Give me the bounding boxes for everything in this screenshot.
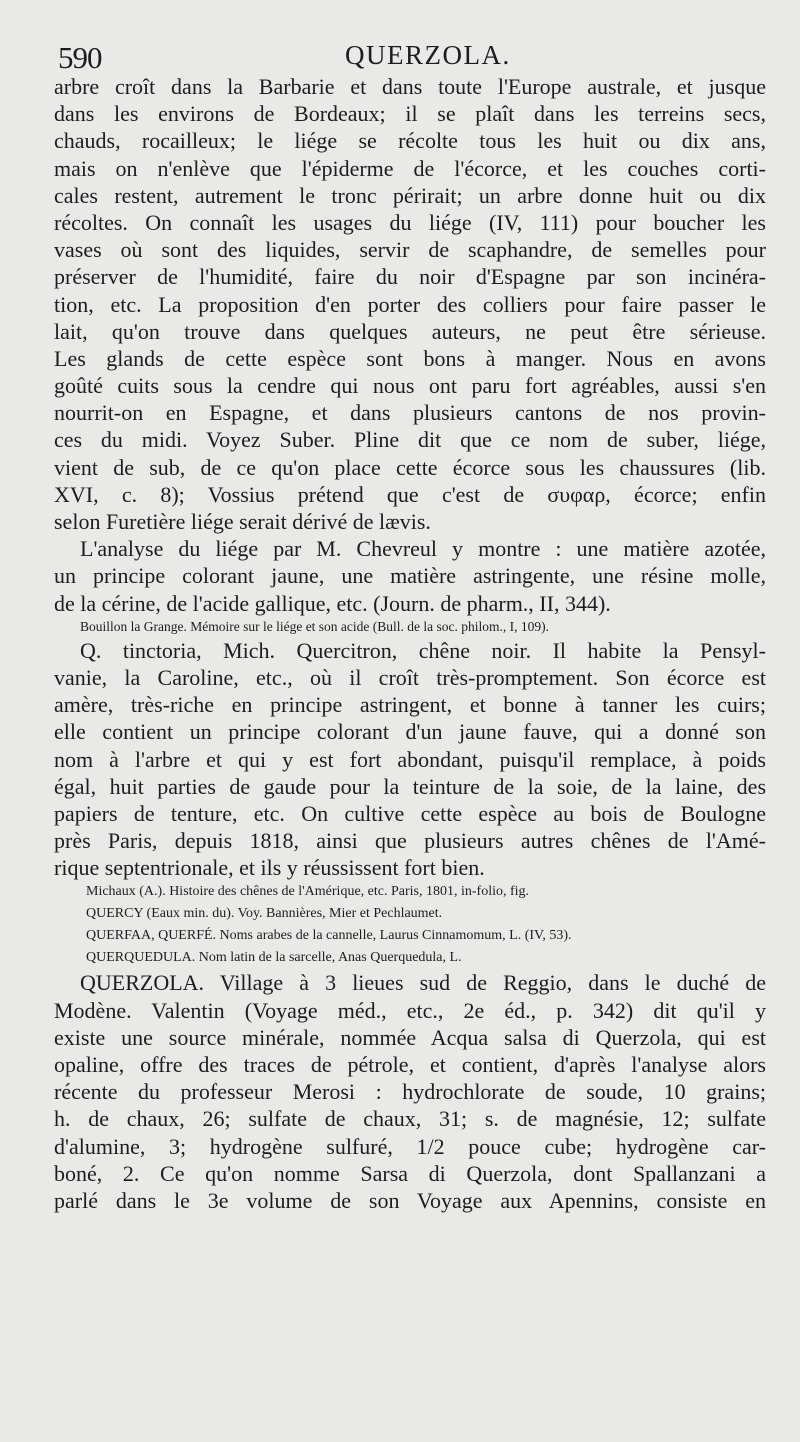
- running-title: QUERZOLA.: [345, 40, 511, 70]
- entry-michaux: Michaux (A.). Histoire des chênes de l'Amérique, etc. Paris, 1801, in-folio, fig.: [86, 884, 530, 900]
- text-line: h. de chaux, 26; sulfate de chaux, 31; s. de magnésie, 12; sulfate: [54, 1106, 766, 1132]
- text-line: vient de sub, de ce qu'on place cette écorce sous les chaussures (lib.: [54, 454, 766, 480]
- text-line: tion, etc. La proposition d'en porter des colliers pour faire passer le: [54, 291, 766, 317]
- text-line: dans les environs de Bordeaux; il se plaît dans les terreins secs,: [54, 101, 766, 127]
- page-body: [54, 73, 766, 1214]
- text-line: arbre croît dans la Barbarie et dans toute l'Europe australe, et jusque: [54, 74, 766, 99]
- text-line: chauds, rocailleux; le liége se récolte tous les huit ou dix ans,: [54, 128, 766, 154]
- text-line: Les glands de cette espèce sont bons à manger. Nous en avons: [54, 345, 766, 371]
- text-line: d'alumine, 3; hydrogène sulfuré, 1/2 pouce cube; hydrogène car-: [54, 1133, 766, 1159]
- entry-querquedula: QUERQUEDULA. Nom latin de la sarcelle, Anas Querquedula, L.: [86, 950, 462, 966]
- reference-bouillon: [54, 617, 766, 637]
- text-line: près Paris, depuis 1818, ainsi que plusieurs autres chênes de l'Amé-: [54, 828, 766, 854]
- text-line: papiers de tenture, etc. On cultive cette espèce au bois de Boulogne: [54, 800, 766, 826]
- text-line: un principe colorant jaune, une matière astringente, une résine molle,: [54, 563, 766, 589]
- text-line: amère, très-riche en principe astringent, et bonne à tanner les cuirs;: [54, 692, 766, 718]
- text-line: parlé dans le 3e volume de son Voyage aux Apennins, consiste en: [54, 1187, 766, 1213]
- text-line: nom à l'arbre et qui y est fort abondant, puisqu'il remplace, à poids: [54, 746, 766, 772]
- paragraph-chevreul-analysis: [54, 535, 766, 617]
- text-line: rique septentrionale, et ils y réussissent fort bien.: [54, 855, 485, 881]
- text-line: goûté cuits sous la cendre qui nous ont paru fort agréables, aussi s'en: [54, 373, 766, 399]
- text-line: récoltes. On connaît les usages du liége (IV, 111) pour boucher les: [54, 209, 766, 235]
- text-line: Modène. Valentin (Voyage méd., etc., 2e éd., p. 342) dit qu'il y: [54, 997, 766, 1023]
- reference-line: Bouillon la Grange. Mémoire sur le liége et son acide (Bull. de la soc. philom., I, 109).: [80, 618, 550, 634]
- text-line: boné, 2. Ce qu'on nomme Sarsa di Querzola, dont Spallanzani a: [54, 1160, 766, 1186]
- entry-quercy: QUERCY (Eaux min. du). Voy. Bannières, Mier et Pechlaumet.: [86, 906, 443, 922]
- text-line: préserver de l'humidité, faire du noir d'Espagne par son incinéra-: [54, 264, 766, 290]
- short-entries: [54, 881, 766, 969]
- text-line: mais on n'enlève que l'épiderme de l'écorce, et les couches corti-: [54, 155, 766, 181]
- text-line: de la cérine, de l'acide gallique, etc. (Journ. de pharm., II, 344).: [54, 590, 611, 616]
- text-line: XVI, c. 8); Vossius prétend que c'est de συφαρ, écorce; enfin: [54, 481, 766, 507]
- entry-querfaa: QUERFAA, QUERFÉ. Noms arabes de la cannelle, Laurus Cinnamomum, L. (IV, 53).: [86, 928, 572, 944]
- text-line: selon Furetière liége serait dérivé de lævis.: [54, 509, 431, 534]
- text-line: L'analyse du liége par M. Chevreul y montre : une matière azotée,: [80, 536, 766, 562]
- text-line: existe une source minérale, nommée Acqua salsa di Querzola, qui est: [54, 1024, 766, 1050]
- text-line: ces du midi. Voyez Suber. Pline dit que ce nom de suber, liége,: [54, 427, 766, 453]
- text-line: opaline, offre des traces de pétrole, et contient, d'après l'analyse alors: [54, 1052, 766, 1077]
- text-line: nourrit-on en Espagne, et dans plusieurs cantons de nos provin-: [54, 400, 766, 426]
- page-header: [0, 34, 800, 74]
- text-line: elle contient un principe colorant d'un jaune fauve, qui a donné son: [54, 719, 766, 745]
- paragraph-suber: [54, 73, 766, 535]
- text-line: vases où sont des liquides, servir de scaphandre, de semelles pour: [54, 237, 766, 263]
- text-line: vanie, la Caroline, etc., où il croît très-promptement. Son écorce est: [54, 664, 766, 690]
- text-line: cales restent, autrement le tronc périrait; un arbre donne huit ou dix: [54, 182, 766, 208]
- paragraph-tinctoria: [54, 637, 766, 882]
- text-line: récente du professeur Merosi : hydrochlorate de soude, 10 grains;: [54, 1079, 766, 1105]
- text-line: Q. tinctoria, Mich. Quercitron, chêne noir. Il habite la Pensyl-: [80, 637, 766, 663]
- text-line: QUERZOLA. Village à 3 lieues sud de Reggio, dans le duché de: [80, 970, 766, 996]
- text-line: égal, huit parties de gaude pour la teinture de la soie, de la laine, des: [54, 773, 766, 799]
- paragraph-querzola: [54, 969, 766, 1214]
- page-number: 590: [58, 40, 102, 75]
- text-line: lait, qu'on trouve dans quelques auteurs, ne peut être sérieuse.: [54, 318, 766, 344]
